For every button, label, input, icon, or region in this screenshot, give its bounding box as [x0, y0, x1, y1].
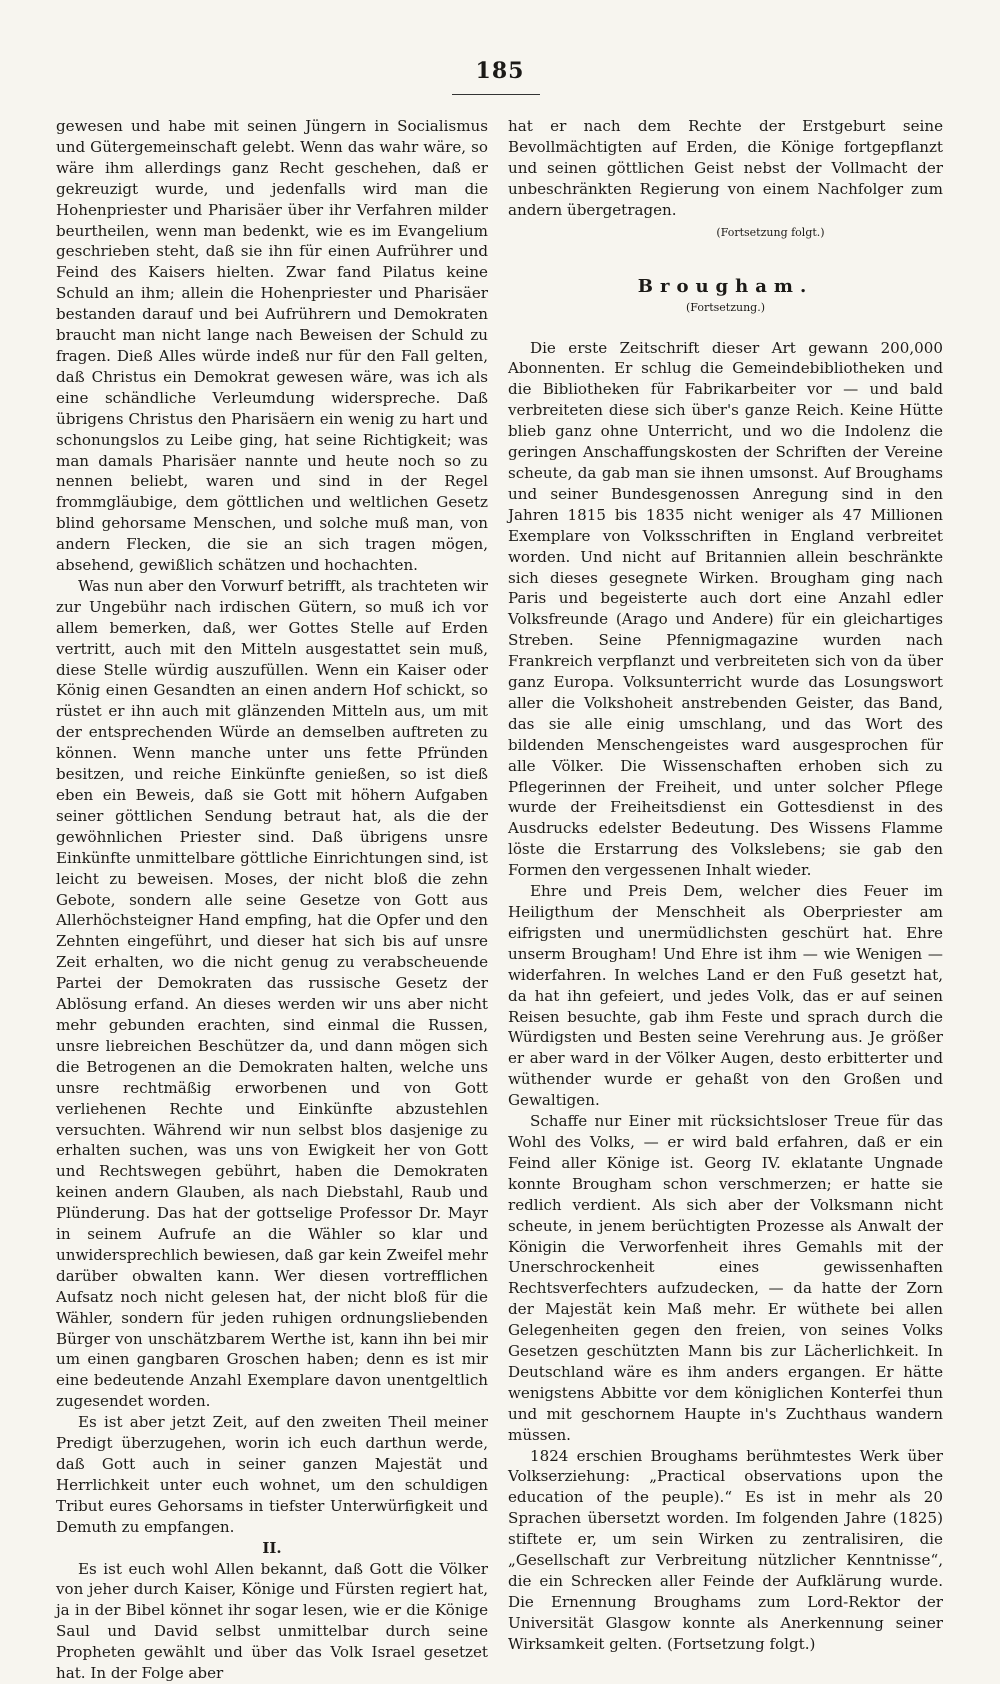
right-column [508, 116, 943, 1655]
left-paragraph-2: Was nun aber den Vorwurf betrifft, als trachteten wir zur Ungebühr nach irdischen Gütern, so muß ich vor allem bemerken, daß, wer Gottes Stelle auf Erden vertritt, auch mit den Mitteln ausgestattet sein muß, diese Stelle würdig auszufüllen. Wenn ein Kaiser oder König einen Gesandten an einen andern Hof schickt, so rüstet er ihn auch mit glänzenden Mitteln aus, um mit der entsprechenden Würde an demselben auftreten zu können. Wenn manche unter uns fette Pfründen besitzen, und reiche Einkünfte genießen, so ist dieß eben ein Beweis, daß sie Gott mit höhern Aufgaben seiner göttlichen Sendung betraut hat, als die der gewöhnlichen Priester sind. Daß übrigens unsre Einkünfte unmittelbare göttliche Einrichtungen sind, ist leicht zu beweisen. Moses, der nicht bloß die zehn Gebote, sondern alle seine Gesetze von Gott aus Allerhöchsteigner Hand empfing, hat die Opfer und den Zehnten eingeführt, und dieser hat sich bis auf unsre Zeit erhalten, wo die nicht genug zu verabscheuende Partei der Demokraten das russische Gesetz der Ablösung erfand. An dieses werden wir uns aber nicht mehr gebunden erachten, sind einmal die Russen, unsre liebreichen Beschützer da, und dann mögen sich die Betrogenen an die Demokraten halten, welche uns unsre rechtmäßig erworbenen und von Gott verliehenen Rechte und Einkünfte abzustehlen versuchten. Während wir nun selbst blos dasjenige zu erhalten suchen, was uns von Ewigkeit her von Gott und Rechtswegen gebührt, haben die Demokraten keinen andern Glauben, als nach Diebstahl, Raub und Plünderung. Das hat der gottselige Professor Dr. Mayr in seinem Aufrufe an die Wähler so klar und unwidersprechlich bewiesen, daß gar kein Zweifel mehr darüber obwalten kann. Wer diesen vortrefflichen Aufsatz noch nicht gelesen hat, der nicht bloß für die Wähler, sondern für jeden ruhigen ordnungsliebenden Bürger von unschätzbarem Werthe ist, kann ihn bei mir um einen gangbaren Groschen haben; denn es ist mir eine bedeutende Anzahl Exemplare davon unentgeltlich zugesendet worden. [56, 576, 488, 1411]
article-title: Brougham. [637, 275, 814, 297]
left-paragraph-3: Es ist aber jetzt Zeit, auf den zweiten Theil meiner Predigt überzugehen, worin ich euch darthun werde, daß Gott auch in seiner ganzen Majestät und Herrlichkeit unter euch wohnet, um den schuldigen Tribut eures Gehorsams in tiefster Unterwürfigkeit und Demuth zu empfangen. [56, 1413, 488, 1536]
right-paragraph-1: Die erste Zeitschrift dieser Art gewann 200,000 Abonnenten. Er schlug die Gemeindebibliotheken und die Bibliotheken für Fabrikarbeiter vor — und bald verbreiteten diese sich über's ganze Reich. Keine Hütte blieb ganz ohne Unterricht, und wo die Indolenz die geringen Anschaffungskosten der Schriften der Vereine scheute, da gab man sie ihnen umsonst. Auf Broughams und seiner Bundesgenossen Anregung sind in den Jahren 1815 bis 1835 nicht weniger als 47 Millionen Exemplare von Volksschriften in England verbreitet worden. Und nicht auf Britannien allein beschränkte sich dieses gesegnete Wirken. Brougham ging nach Paris und begeisterte auch dort eine Anzahl edler Volksfreunde (Arago und Andere) für ein gleichartiges Streben. Seine Pfennigmagazine wurden nach Frankreich verpflanzt und verbreiteten sich von da über ganz Europa. Volksunterricht wurde das Losungswort aller die Volkshoheit anstrebenden Geister, das Band, das sie alle einig umschlang, und das Wort des bildenden Menschengeistes ward ausgesprochen für alle Völker. Die Wissenschaften erhoben sich zu Pflegerinnen der Freiheit, und unter solcher Pflege wurde der Freiheitsdienst ein Gottesdienst in des Ausdrucks edelster Bedeutung. Des Wissens Flamme löste die Erstarrung des Volkslebens; sie gab den Formen den vergessenen Inhalt wieder. [508, 338, 943, 880]
left-paragraph-4: Es ist euch wohl Allen bekannt, daß Gott die Völker von jeher durch Kaiser, Könige und Fürsten regiert hat, ja in der Bibel könnet ihr sogar lesen, wie er die Könige Saul und David selbst unmittelbar durch seine Propheten gewählt und über das Volk Israel gesetzet hat. In der Folge aber [56, 1559, 488, 1683]
left-column [56, 116, 488, 1684]
right-paragraph-2: Ehre und Preis Dem, welcher dies Feuer im Heiligthum der Menschheit als Oberpriester am eifrigsten und unermüdlichsten geschürt hat. Ehre unserm Brougham! Und Ehre ist ihm — wie Wenigen — widerfahren. In welches Land er den Fuß gesetzt hat, da hat ihn gefeiert, und jedes Volk, das er auf seinen Reisen besuchte, gab ihm Feste und sprach durch die Würdigsten und Besten seine Verehrung aus. Je größer er aber ward in der Völker Augen, desto erbitterter und wüthender wurde er gehaßt von den Großen und Gewaltigen. [508, 882, 943, 1110]
right-paragraph-4: 1824 erschien Broughams berühmtestes Werk über Volkserziehung: „Practical observations upon the education of the peuple).“ Es ist in mehr als 20 Sprachen übersetzt worden. Im folgenden Jahre (1825) stiftete er, um sein Wirken zu zentralisiren, die „Gesellschaft zur Verbreitung nützlicher Kenntnisse“, die ein Schrecken aller Feinde der Aufklärung wurde. Die Ernennung Broughams zum Lord-Rektor der Universität Glasgow konnte als Anerkennung seiner Wirksamkeit gelten. (Fortsetzung folgt.) [508, 1446, 943, 1653]
header-rule [452, 94, 540, 95]
fortsetzung-note: (Fortsetzung folgt.) [716, 225, 825, 239]
left-paragraph-1: gewesen und habe mit seinen Jüngern in Socialismus und Gütergemeinschaft gelebt. Wenn das wahr wäre, so wäre ihm allerdings ganz Recht geschehen, daß er gekreuzigt wurde, und jedenfalls wird man die Hohenpriester und Pharisäer über ihr Verfahren milder beurtheilen, wenn man bedenkt, wie es im Evangelium geschrieben steht, daß sie ihn für einen Aufrührer und Feind des Kaisers hielten. Zwar fand Pilatus keine Schuld an ihm; allein die Hohenpriester und Pharisäer bestanden darauf und bei Aufrührern und Demokraten braucht man nicht lange nach Beweisen der Schuld zu fragen. Dieß Alles würde indeß nur für den Fall gelten, daß Christus ein Demokrat gewesen wäre, was ich als eine schändliche Verleumdung widerspreche. Daß übrigens Christus den Pharisäern ein wenig zu hart und schonungslos zu Leibe ging, hat seine Richtigkeit; was man damals Pharisäer nannte und heute noch so zu nennen beliebt, waren und sind in der Regel frommgläubige, dem göttlichen und weltlichen Gesetz blind gehorsame Menschen, und solche muß man, von andern Flecken, die sie an sich tragen mögen, absehend, gewißlich schätzen und hochachten. [56, 117, 488, 575]
section-heading-ii: II. [262, 1538, 282, 1557]
article-subtitle: (Fortsetzung.) [686, 300, 765, 314]
right-continuation: hat er nach dem Rechte der Erstgeburt seine Bevollmächtigten auf Erden, die Könige fortgepflanzt und seinen göttlichen Geist nebst der Vollmacht der unbeschränkten Regierung von einem Nachfolger zum andern übergetragen. [508, 117, 943, 219]
page-number: 185 [475, 58, 525, 84]
right-paragraph-3: Schaffe nur Einer mit rücksichtsloser Treue für das Wohl des Volks, — er wird bald erfahren, daß er ein Feind aller Könige ist. Georg IV. eklatante Ungnade konnte Brougham schon verschmerzen; er hatte sie redlich verdient. Als sich aber der Volksmann nicht scheute, in jenem berüchtigten Prozesse als Anwalt der Königin die Verworfenheit ihres Gemahls mit der Unerschrockenheit eines gewissenhaften Rechtsverfechters aufzudecken, — da hatte der Zorn der Majestät kein Maß mehr. Er wüthete bei allen Gelegenheiten gegen den freien, von seines Volks Gesetzen geschützten Mann bis zur Lächerlichkeit. In Deutschland wäre es ihm anders ergangen. Er hätte wenigstens Abbitte vor dem königlichen Konterfei thun und mit geschornem Haupte in's Zuchthaus wandern müssen. [508, 1112, 943, 1444]
